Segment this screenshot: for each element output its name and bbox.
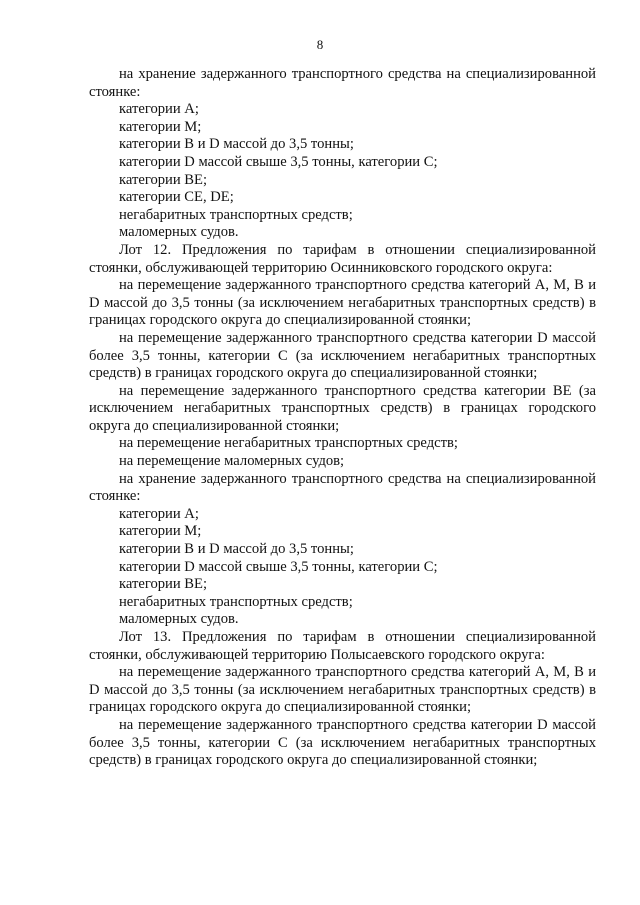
paragraph: на хранение задержанного транспортного средства на специализированной стоянке:: [89, 66, 596, 100]
paragraph: на перемещение задержанного транспортного средства категорий A, M, B и D массой до 3,5 тонны (за исключением негабаритных транспортных средств) в границах городского округа до специализированной стоянки;: [89, 664, 596, 716]
paragraph: категории BE;: [119, 576, 208, 593]
paragraph: на перемещение маломерных судов;: [119, 453, 345, 470]
paragraph: на перемещение задержанного транспортного средства категории D массой более 3,5 тонны, категории C (за исключением негабаритных транспортных средств) в границах городского округа до специализированной стоянки;: [89, 329, 596, 382]
paragraph: категории M;: [119, 523, 202, 540]
paragraph: маломерных судов.: [119, 224, 239, 241]
paragraph: категории B и D массой до 3,5 тонны;: [119, 541, 354, 558]
paragraph: на перемещение задержанного транспортного средства категории BE (за исключением негабаритных транспортных средств) в границах городского округа до специализированной стоянки;: [89, 382, 596, 434]
paragraph: на хранение задержанного транспортного средства на специализированной стоянке:: [89, 470, 596, 505]
paragraph: категории A;: [119, 505, 199, 522]
paragraph: категории D массой свыше 3,5 тонны, категории C;: [119, 153, 438, 170]
paragraph: на перемещение задержанного транспортного средства категорий A, M, B и D массой до 3,5 тонны (за исключением негабаритных транспортных средств) в границах городского округа до специализированной стоянки;: [89, 277, 596, 329]
paragraph: категории BE;: [119, 171, 208, 188]
document-body: [89, 66, 596, 770]
paragraph: негабаритных транспортных средств;: [119, 206, 353, 223]
paragraph: категории A;: [119, 101, 199, 118]
page-number: 8: [316, 37, 324, 52]
paragraph: категории CE, DE;: [119, 189, 234, 206]
paragraph: категории B и D массой до 3,5 тонны;: [119, 136, 354, 153]
paragraph: категории M;: [119, 118, 202, 135]
paragraph: негабаритных транспортных средств;: [119, 593, 353, 610]
paragraph: на перемещение задержанного транспортного средства категории D массой более 3,5 тонны, категории C (за исключением негабаритных транспортных средств) в границах городского округа до специализированной стоянки;: [89, 716, 596, 769]
paragraph: маломерных судов.: [119, 611, 239, 628]
lot-heading: Лот 12. Предложения по тарифам в отношении специализированной стоянки, обслуживающей территорию Осинниковского городского округа:: [89, 241, 596, 276]
lot-heading: Лот 13. Предложения по тарифам в отношении специализированной стоянки, обслуживающей территорию Полысаевского городского округа:: [89, 629, 596, 663]
paragraph: категории D массой свыше 3,5 тонны, категории C;: [119, 558, 438, 575]
paragraph: на перемещение негабаритных транспортных средств;: [119, 435, 458, 452]
